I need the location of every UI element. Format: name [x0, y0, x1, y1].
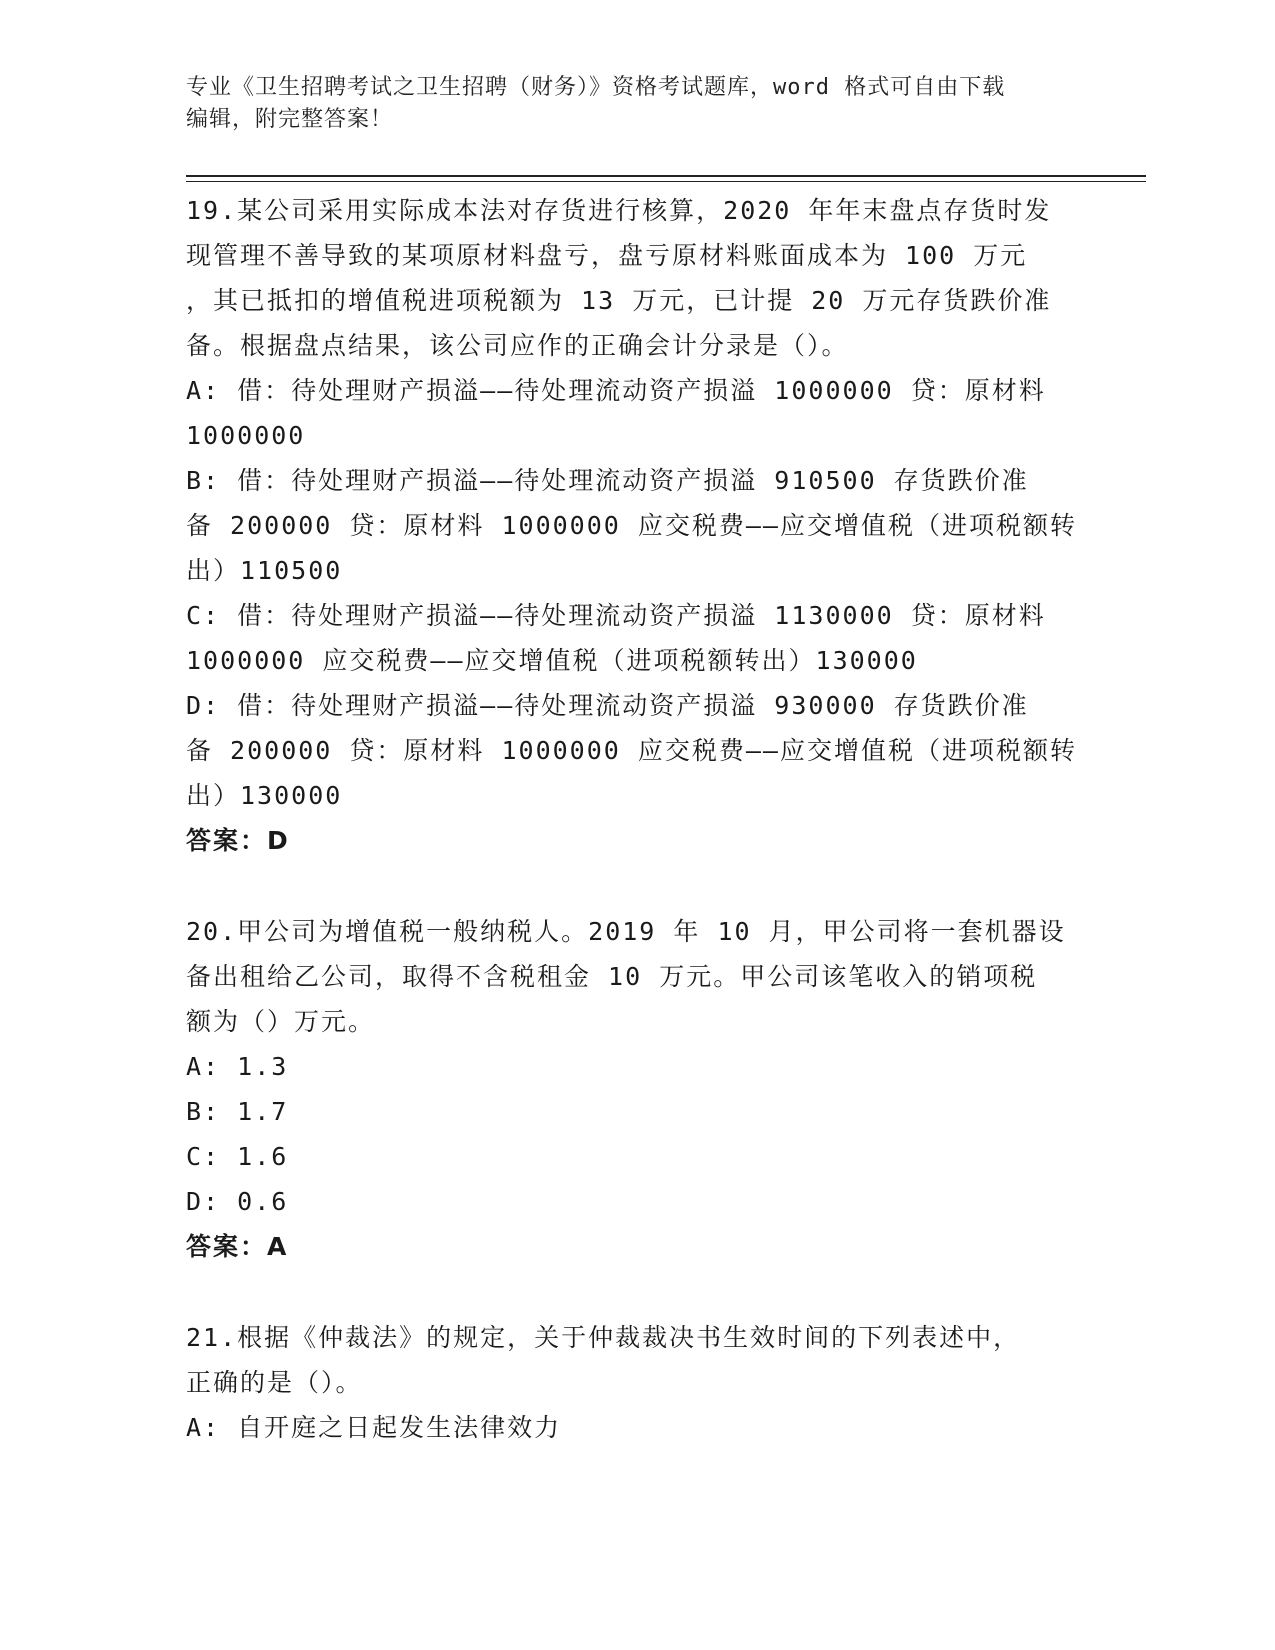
- question-stem-line: 21.根据《仲裁法》的规定，关于仲裁裁决书生效时间的下列表述中，: [186, 1323, 1021, 1352]
- answer-label: 答案：D: [186, 826, 290, 855]
- question-stem-line: 20.甲公司为增值税一般纳税人。2019 年 10 月，甲公司将一套机器设: [186, 917, 1066, 946]
- option-b-line: B: 借：待处理财产损溢——待处理流动资产损溢 910500 存货跌价准: [186, 466, 1029, 495]
- answer-label: 答案：A: [186, 1232, 289, 1261]
- option-a-line: A: 借：待处理财产损溢——待处理流动资产损溢 1000000 贷：原材料: [186, 376, 1046, 405]
- option-c-line: C: 1.6: [186, 1142, 289, 1171]
- header-divider-thin: [186, 181, 1146, 182]
- question-stem-line: 备。根据盘点结果，该公司应作的正确会计分录是（）。: [186, 331, 849, 360]
- option-b-line: 备 200000 贷：原材料 1000000 应交税费——应交增值税（进项税额转: [186, 511, 1077, 540]
- option-b-line: 出）110500: [186, 556, 343, 585]
- option-a-line: A: 1.3: [186, 1052, 289, 1081]
- option-a-line: 1000000: [186, 421, 306, 450]
- option-c-line: 1000000 应交税费——应交增值税（进项税额转出）130000: [186, 646, 918, 675]
- option-d-line: 出）130000: [186, 781, 343, 810]
- question-stem-line: ，其已抵扣的增值税进项税额为 13 万元，已计提 20 万元存货跌价准: [186, 286, 1052, 315]
- question-spacer: [186, 863, 1086, 909]
- option-d-line: D: 0.6: [186, 1187, 289, 1216]
- document-header: [186, 72, 1066, 136]
- header-line-1: 专业《卫生招聘考试之卫生招聘（财务）》资格考试题库，word 格式可自由下载: [186, 75, 1006, 100]
- question-19: [186, 188, 1086, 863]
- question-stem-line: 正确的是（）。: [186, 1368, 363, 1397]
- question-stem-line: 备出租给乙公司，取得不含税租金 10 万元。甲公司该笔收入的销项税: [186, 962, 1038, 991]
- question-list: [186, 188, 1086, 1450]
- question-21: [186, 1315, 1086, 1450]
- option-d-line: D: 借：待处理财产损溢——待处理流动资产损溢 930000 存货跌价准: [186, 691, 1029, 720]
- header-line-2: 编辑，附完整答案！: [186, 107, 394, 132]
- option-a-line: A: 自开庭之日起发生法律效力: [186, 1413, 562, 1442]
- option-b-line: B: 1.7: [186, 1097, 289, 1126]
- option-c-line: C: 借：待处理财产损溢——待处理流动资产损溢 1130000 贷：原材料: [186, 601, 1046, 630]
- question-stem-line: 额为（）万元。: [186, 1007, 376, 1036]
- question-stem-line: 19.某公司采用实际成本法对存货进行核算，2020 年年末盘点存货时发: [186, 196, 1052, 225]
- question-spacer: [186, 1269, 1086, 1315]
- header-divider-thick: [186, 175, 1146, 177]
- question-stem-line: 现管理不善导致的某项原材料盘亏，盘亏原材料账面成本为 100 万元: [186, 241, 1028, 270]
- option-d-line: 备 200000 贷：原材料 1000000 应交税费——应交增值税（进项税额转: [186, 736, 1077, 765]
- question-20: [186, 909, 1086, 1269]
